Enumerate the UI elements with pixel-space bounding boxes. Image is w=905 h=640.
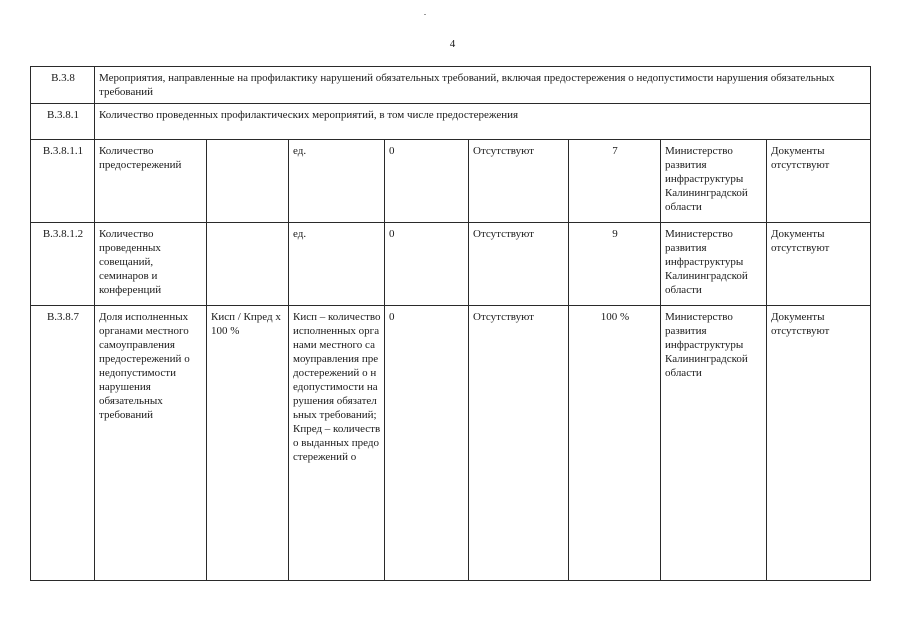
subsection-title: Количество проведенных профилактических мероприятий, в том числе предостережения xyxy=(95,104,871,140)
row-code: В.3.8.1.1 xyxy=(31,140,95,223)
indicator-base-value: 0 xyxy=(385,306,469,581)
indicator-target-value: 7 xyxy=(569,140,661,223)
indicator-documents: Документы отсутствуют xyxy=(767,223,871,306)
indicator-responsible: Министерство развития инфраструктуры Калининградской области xyxy=(661,306,767,581)
indicator-name: Количество проведенных совещаний, семинаров и конференций xyxy=(95,223,207,306)
indicator-documents: Документы отсутствуют xyxy=(767,306,871,581)
table-row xyxy=(31,67,871,104)
indicator-previous-value: Отсутствуют xyxy=(469,223,569,306)
indicator-unit: ед. xyxy=(289,140,385,223)
indicator-target-value: 100 % xyxy=(569,306,661,581)
indicator-formula: Кисп / Кпред х 100 % xyxy=(207,306,289,581)
row-code: В.3.8.1.2 xyxy=(31,223,95,306)
indicator-name: Количество предостережений xyxy=(95,140,207,223)
row-code: В.3.8.7 xyxy=(31,306,95,581)
indicator-formula xyxy=(207,223,289,306)
indicator-previous-value: Отсутствуют xyxy=(469,140,569,223)
indicator-base-value: 0 xyxy=(385,223,469,306)
indicator-formula xyxy=(207,140,289,223)
indicator-responsible: Министерство развития инфраструктуры Калининградской области xyxy=(661,223,767,306)
indicator-name: Доля исполненных органами местного самоуправления предостережений о недопустимости нарушения обязательных требований xyxy=(95,306,207,581)
indicator-base-value: 0 xyxy=(385,140,469,223)
row-code: В.3.8.1 xyxy=(31,104,95,140)
indicator-target-value: 9 xyxy=(569,223,661,306)
table-row xyxy=(31,223,871,306)
scan-speck xyxy=(424,14,426,15)
table-row xyxy=(31,306,871,581)
indicator-responsible: Министерство развития инфраструктуры Калининградской области xyxy=(661,140,767,223)
indicator-unit: Кисп – количество исполненных органами местного самоуправления предостережений о недопустимости нарушения обязательных требований; Кпред – количество выданных предостережений о xyxy=(289,306,385,581)
indicator-unit: ед. xyxy=(289,223,385,306)
row-code: В.3.8 xyxy=(31,67,95,104)
indicator-previous-value: Отсутствуют xyxy=(469,306,569,581)
section-title: Мероприятия, направленные на профилактику нарушений обязательных требований, включая предостережения о недопустимости нарушения обязательных требований xyxy=(95,67,871,104)
table-row xyxy=(31,140,871,223)
indicators-table xyxy=(30,66,871,581)
indicator-documents: Документы отсутствуют xyxy=(767,140,871,223)
table-row xyxy=(31,104,871,140)
page-number: 4 xyxy=(449,38,456,50)
